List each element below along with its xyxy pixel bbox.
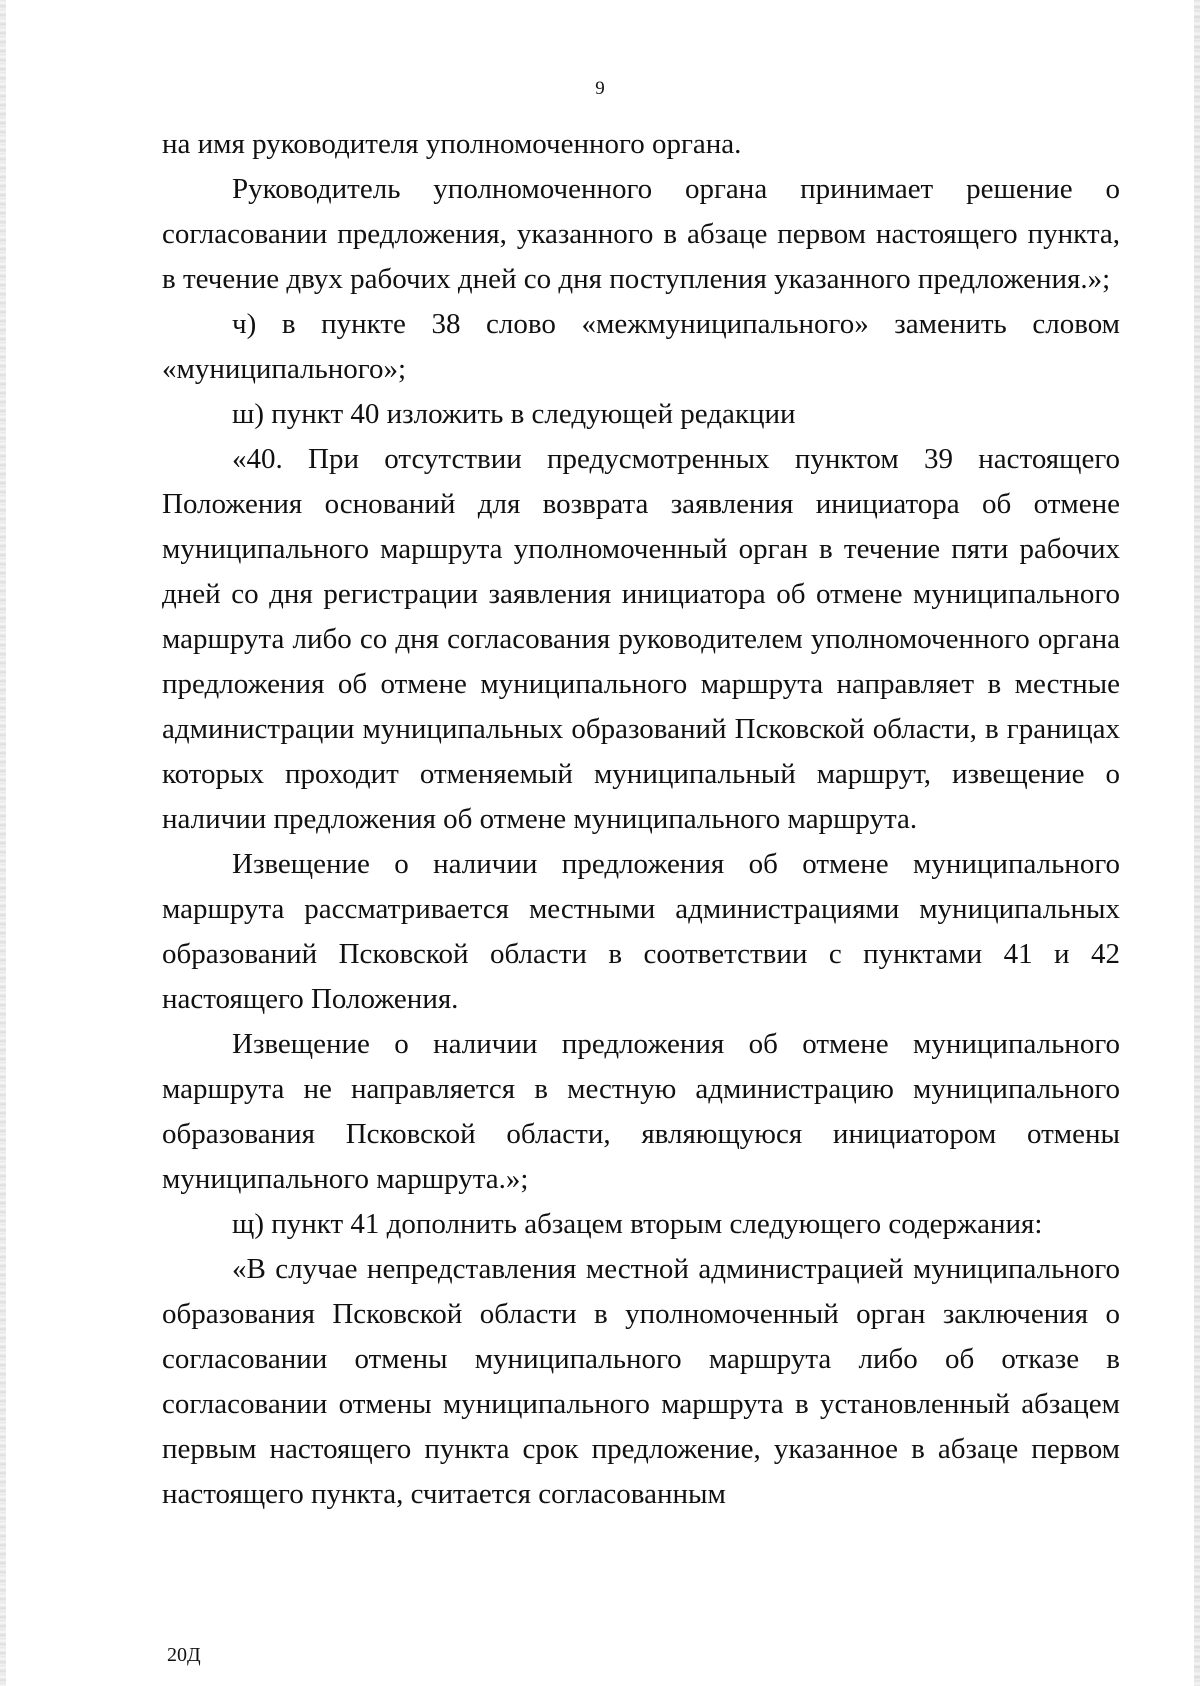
paragraph: «40. При отсутствии предусмотренных пунктом 39 настоящего Положения оснований для возврата заявления инициатора об отмене муниципального маршрута уполномоченный орган в течение пяти рабочих дней со дня регистрации заявления инициатора об отмене муниципального маршрута либо со дня согласования руководителем уполномоченного органа предложения об отмене муниципального маршрута направляет в местные администрации муниципальных образований Псковской области, в границах которых проходит отменяемый муниципальный маршрут, извещение о наличии предложения об отмене муниципального маршрута. [162, 443, 1120, 835]
page-number: 9 [595, 78, 605, 99]
paragraph: ч) в пункте 38 слово «межмуниципального» заменить словом «муниципального»; [162, 308, 1120, 385]
footer-code: 20Д [167, 1644, 201, 1666]
document-body [162, 122, 1120, 1517]
paragraph: «В случае непредставления местной администрацией муниципального образования Псковской области в уполномоченный орган заключения о согласовании отмены муниципального маршрута либо об отказе в согласовании отмены муниципального маршрута в установленный абзацем первым настоящего пункта срок предложение, указанное в абзаце первом настоящего пункта, считается согласованным [162, 1253, 1120, 1510]
scan-edge-right [1194, 0, 1200, 1686]
paragraph: щ) пункт 41 дополнить абзацем вторым следующего содержания: [232, 1208, 1043, 1240]
paragraph: на имя руководителя уполномоченного органа. [162, 128, 742, 160]
paragraph: ш) пункт 40 изложить в следующей редакции [232, 398, 796, 430]
paragraph: Извещение о наличии предложения об отмене муниципального маршрута рассматривается местными администрациями муниципальных образований Псковской области в соответствии с пунктами 41 и 42 настоящего Положения. [162, 848, 1120, 1015]
paragraph: Руководитель уполномоченного органа принимает решение о согласовании предложения, указанного в абзаце первом настоящего пункта, в течение двух рабочих дней со дня поступления указанного предложения.»; [162, 173, 1120, 295]
paragraph: Извещение о наличии предложения об отмене муниципального маршрута не направляется в местную администрацию муниципального образования Псковской области, являющуюся инициатором отмены муниципального маршрута.»; [162, 1028, 1120, 1195]
scan-edge-left [0, 0, 6, 1686]
